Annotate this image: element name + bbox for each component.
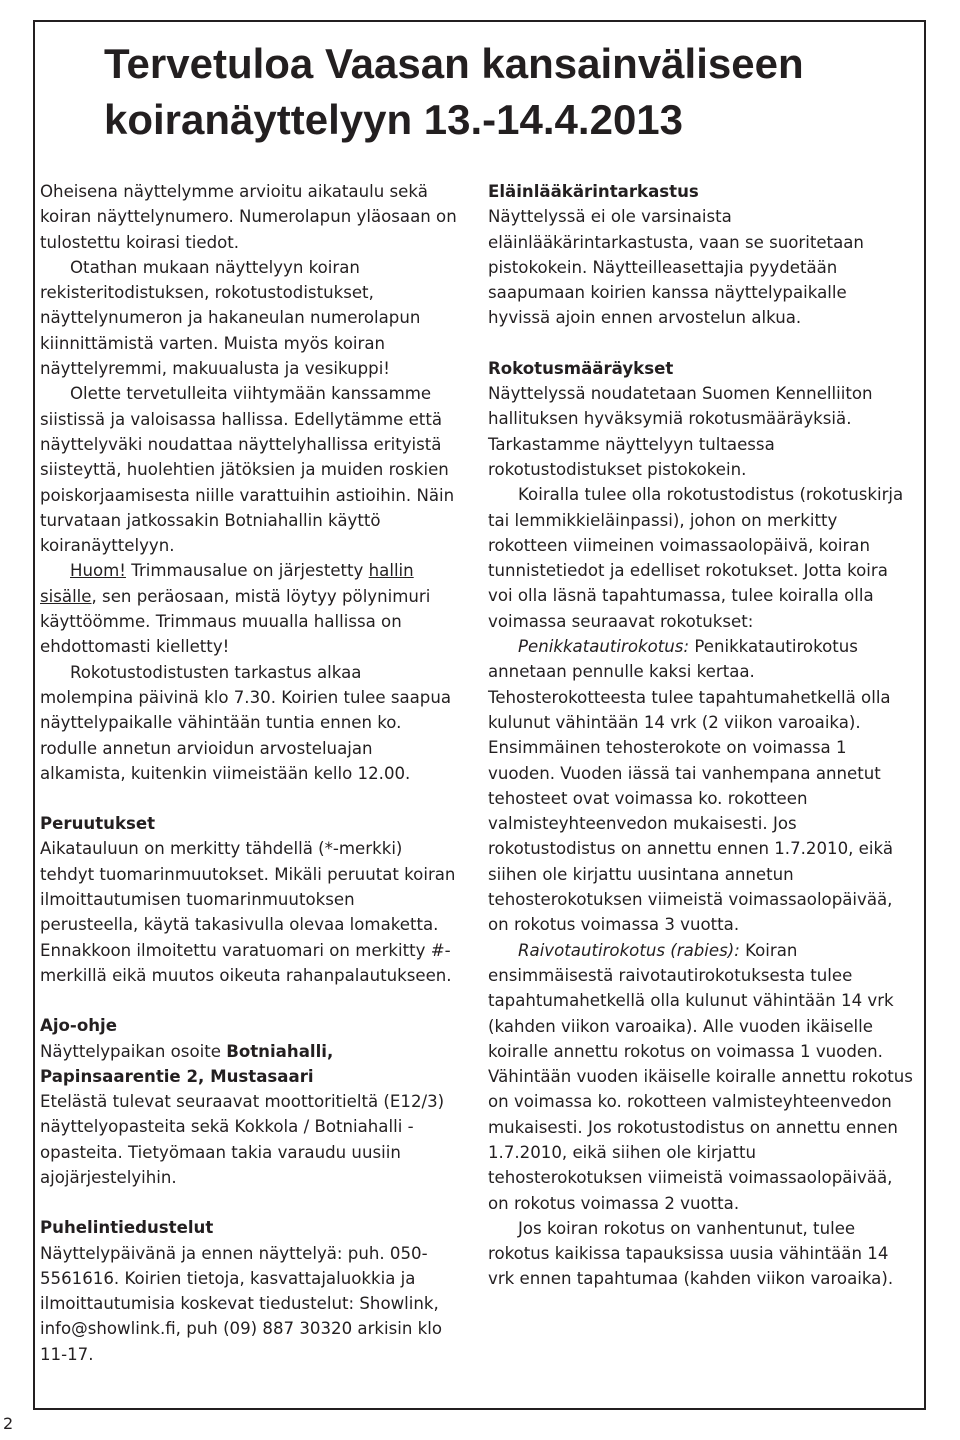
vaccination-heading: Rokotusmääräykset bbox=[488, 358, 674, 378]
trimming-text-b: , sen peräosaan, mistä löytyy pölynimuri käyttöömme. Trimmaus muualla hallissa on ehdottomasti kielletty! bbox=[40, 586, 431, 657]
huom-label: Huom! bbox=[70, 561, 126, 581]
rabies-text: Koiran ensimmäisestä raivotautirokotuksesta tulee tapahtumahetkellä olla kulunut vähintään 14 vrk (kahden viikon varoaika). Alle vuoden ikäiselle koiralle annettu rokotus on voimassa 1 vuoden. Vähintään vuoden ikäiselle koiralle annettu rokotus on voimassa ko. rokotteen valmisteyhteenvedon mukaisesti. Jos rokotustodistus on annettu ennen 1.7.2010, eikä siihen ole kirjattu tehosterokotuksen viimeistä voimassaolopäivää, on rokotus voimassa 2 vuotta. bbox=[488, 940, 913, 1213]
trimming-location: hallin sisälle bbox=[40, 561, 414, 606]
vet-check-text: Näyttelyssä ei ole varsinaista eläinlääkärintarkastusta, vaan se suoritetaan pistokokein. Näytteilleasettajia pyydetään saapumaan koirien kanssa näyttelypaikalle hyvissä ajoin ennen arvostelun alkua. bbox=[488, 207, 864, 328]
left-column bbox=[40, 179, 458, 1367]
vaccination-paragraph-1: Näyttelyssä noudatetaan Suomen Kennelliiton hallituksen hyväksymiä rokotusmääräyksiä. Tarkastamme näyttelyyn tultaessa rokotustodistukset pistokokein. bbox=[488, 384, 873, 479]
directions-text-a: Näyttelypaikan osoite bbox=[40, 1041, 227, 1061]
trimming-note bbox=[40, 558, 458, 659]
distemper-paragraph bbox=[488, 634, 914, 938]
cancellations-heading: Peruutukset bbox=[40, 814, 156, 834]
rabies-paragraph bbox=[488, 938, 914, 1216]
cancellations-text: Aikatauluun on merkitty tähdellä (*-merkki) tehdyt tuomarinmuutokset. Mikäli peruutat koiran ilmoittautumisen tuomarinmuutoksen perusteella, käytä takasivulla olevaa lomaketta. Ennakkoon ilmoitettu varatuomari on merkitty #-merkillä eikä muutos oikeuta rahanpalautukseen. bbox=[40, 839, 456, 985]
distemper-label: Penikkatautirokotus: bbox=[518, 637, 690, 657]
directions-address-line bbox=[40, 1039, 458, 1090]
intro-paragraph-2: Otathan mukaan näyttelyyn koiran rekisteritodistuksen, rokotustodistukset, näyttelynumeron ja hakaneulan numerolapun kiinnittämistä varten. Muista myös koiran näyttelyremmi, makuualusta ja vesikuppi! bbox=[40, 257, 421, 379]
intro-paragraph-1: Oheisena näyttelymme arvioitu aikataulu sekä koiran näyttelynumero. Numerolapun yläosaan on tulostettu koirasi tiedot. bbox=[40, 182, 457, 252]
trimming-text-a: Trimmausalue on järjestetty bbox=[125, 561, 369, 581]
page-title: Tervetuloa Vaasan kansainväliseen koiranäyttelyyn 13.-14.4.2013 bbox=[104, 40, 804, 143]
right-column bbox=[488, 179, 914, 1292]
phone-heading: Puhelintiedustelut bbox=[40, 1218, 214, 1238]
venue-address: Botniahalli, Papinsaarentie 2, Mustasaari bbox=[40, 1041, 334, 1086]
vaccination-paragraph-2: Koiralla tulee olla rokotustodistus (rokotuskirja tai lemmikkieläinpassi), johon on merkitty rokotteen viimeinen voimassaolopäivä, koiran tunnistetiedot ja edelliset rokotukset. Jotta koira voi olla läsnä tapahtumassa, tulee koiralla olla voimassa seuraavat rokotukset: bbox=[488, 485, 904, 631]
distemper-text: Penikkatautirokotus annetaan pennulle kaksi kertaa. Tehosterokotteesta tulee tapahtumahetkellä olla kulunut vähintään 14 vrk (2 viikon varoaika). Ensimmäinen tehosterokote on voimassa 1 vuoden. Vuoden iässä tai vanhempana annetut tehosteet ovat voimassa ko. rokotteen valmisteyhteenvedon mukaisesti. Jos rokotustodistus on annettu ennen 1.7.2010, eikä siihen ole kirjattu uusintana annetun tehosterokotuksen viimeistä voimassaolopäivää, on rokotus voimassa 3 vuotta. bbox=[488, 637, 893, 935]
intro-paragraph-5: Rokotustodistusten tarkastus alkaa molempina päivinä klo 7.30. Koirien tulee saapua näyttelypaikalle vähintään tuntia ennen ko. rodulle annetun arvioidun arvosteluajan alkamista, kuitenkin viimeistään kello 12.00. bbox=[40, 662, 452, 783]
vaccination-paragraph-5: Jos koiran rokotus on vanhentunut, tulee rokotus kaikissa tapauksissa uusia vähintään 14 vrk ennen tapahtumaa (kahden viikon varoaika). bbox=[488, 1218, 894, 1289]
vet-check-heading: Eläinlääkärintarkastus bbox=[488, 182, 699, 201]
directions-heading: Ajo-ohje bbox=[40, 1016, 117, 1036]
rabies-label: Raivotautirokotus (rabies): bbox=[518, 940, 740, 960]
phone-text: Näyttelypäivänä ja ennen näyttelyä: puh. 050-5561616. Koirien tietoja, kasvattajaluokkia ja ilmoittautumisia koskevat tiedustelut: Showlink, info@showlink.fi, puh (09) 887 30320 arkisin klo 11-17. bbox=[40, 1243, 443, 1364]
page-number: 2 bbox=[3, 1414, 14, 1433]
directions-text: Etelästä tulevat seuraavat moottoritieltä (E12/3) näyttelyopasteita sekä Kokkola / Botniahalli -opasteita. Tietyömaan takia varaudu uusiin ajojärjestelyihin. bbox=[40, 1092, 445, 1187]
intro-paragraph-3: Olette tervetulleita viihtymään kanssamme siistissä ja valoisassa hallissa. Edellytämme että näyttelyväki noudattaa näyttelyhallissa erityistä siisteyttä, huolehtien jätöksien ja muiden roskien poiskorjaamisesta niille varattuihin astioihin. Näin turvataan jatkossakin Botniahallin käyttö koiranäyttelyyn. bbox=[40, 384, 455, 556]
